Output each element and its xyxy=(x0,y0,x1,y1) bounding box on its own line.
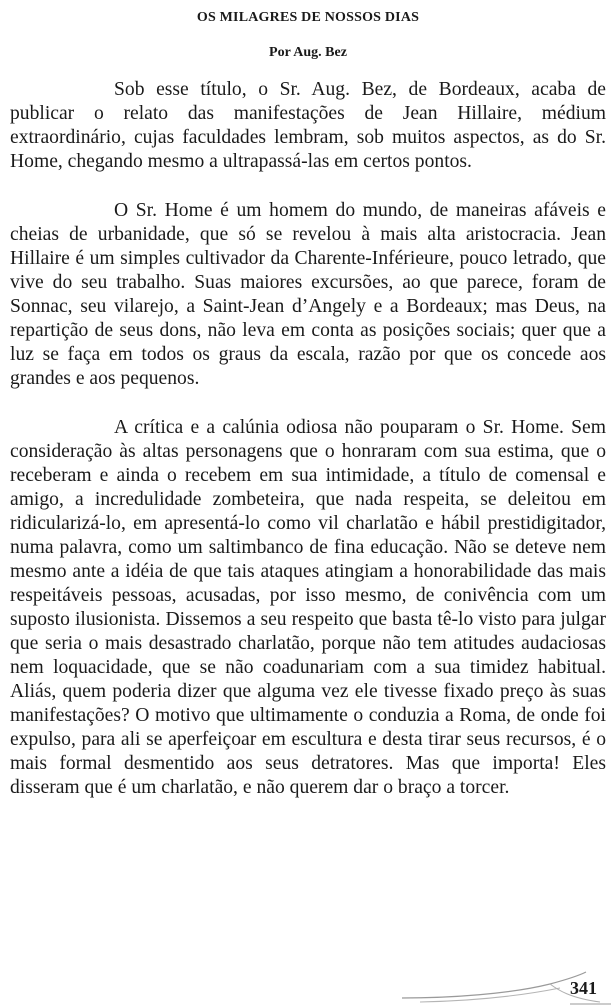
article-author: Por Aug. Bez xyxy=(269,45,347,60)
paragraph-3: A crítica e a calúnia odiosa não pouparam o Sr. Home. Sem consideração às altas personagens que o honraram com sua estima, que o receberam e ainda o recebem em sua intimidade, a título de comensal e amigo, a incredulidade zombeteira, que nada respeita, se deleitou em ridicularizá-lo, em apresentá-lo como vil charlatão e hábil prestidigitador, numa palavra, como um saltimbanco de fina educação. Não se deteve nem mesmo ante a idéia de que tais ataques atingiam a honorabilidade das mais respeitáveis pessoas, acusadas, por isso mesmo, de conivência com um suposto ilusionista. Dissemos a seu respeito que basta tê-lo visto para julgar que seria o mais desastrado charlatão, porque não tem atitudes audaciosas nem loquacidade, que se não coadunariam com a sua timidez habitual. Aliás, quem poderia dizer que alguma vez ele tivesse fixado preço às suas manifestações? O motivo que ultimamente o conduzia a Roma, de onde foi expulso, para ali se aperfeiçoar em escultura e desta tirar seus recursos, é o mais formal desmentido aos seus detratores. Mas que importa! Eles disseram que é um charlatão, e não querem dar o braço a torcer. xyxy=(10,417,606,798)
document-page xyxy=(10,0,606,800)
page-footer xyxy=(400,968,611,1006)
article-title: OS MILAGRES DE NOSSOS DIAS xyxy=(196,10,420,25)
page-number: 341 xyxy=(570,978,597,998)
paragraph-1: Sob esse título, o Sr. Aug. Bez, de Bordeaux, acaba de publicar o relato das manifestações de Jean Hillaire, médium extraordinário, cujas faculdades lembram, sob muitos aspectos, as do Sr. Home, chegando mesmo a ultrapassá-las em certos pontos. xyxy=(10,79,606,172)
paragraph-2: O Sr. Home é um homem do mundo, de maneiras afáveis e cheias de urbanidade, que só se revelou à mais alta aristocracia. Jean Hillaire é um simples cultivador da Charente-Inférieure, pouco letrado, que vive do seu trabalho. Suas maiores excursões, ao que parece, foram de Sonnac, seu vilarejo, a Saint-Jean d’Angely e a Bordeaux; mas Deus, na repartição de seus dons, não leva em conta as posições sociais; quer que a luz se faça em todos os graus da escala, razão por que os concede aos grandes e aos pequenos. xyxy=(10,200,606,389)
